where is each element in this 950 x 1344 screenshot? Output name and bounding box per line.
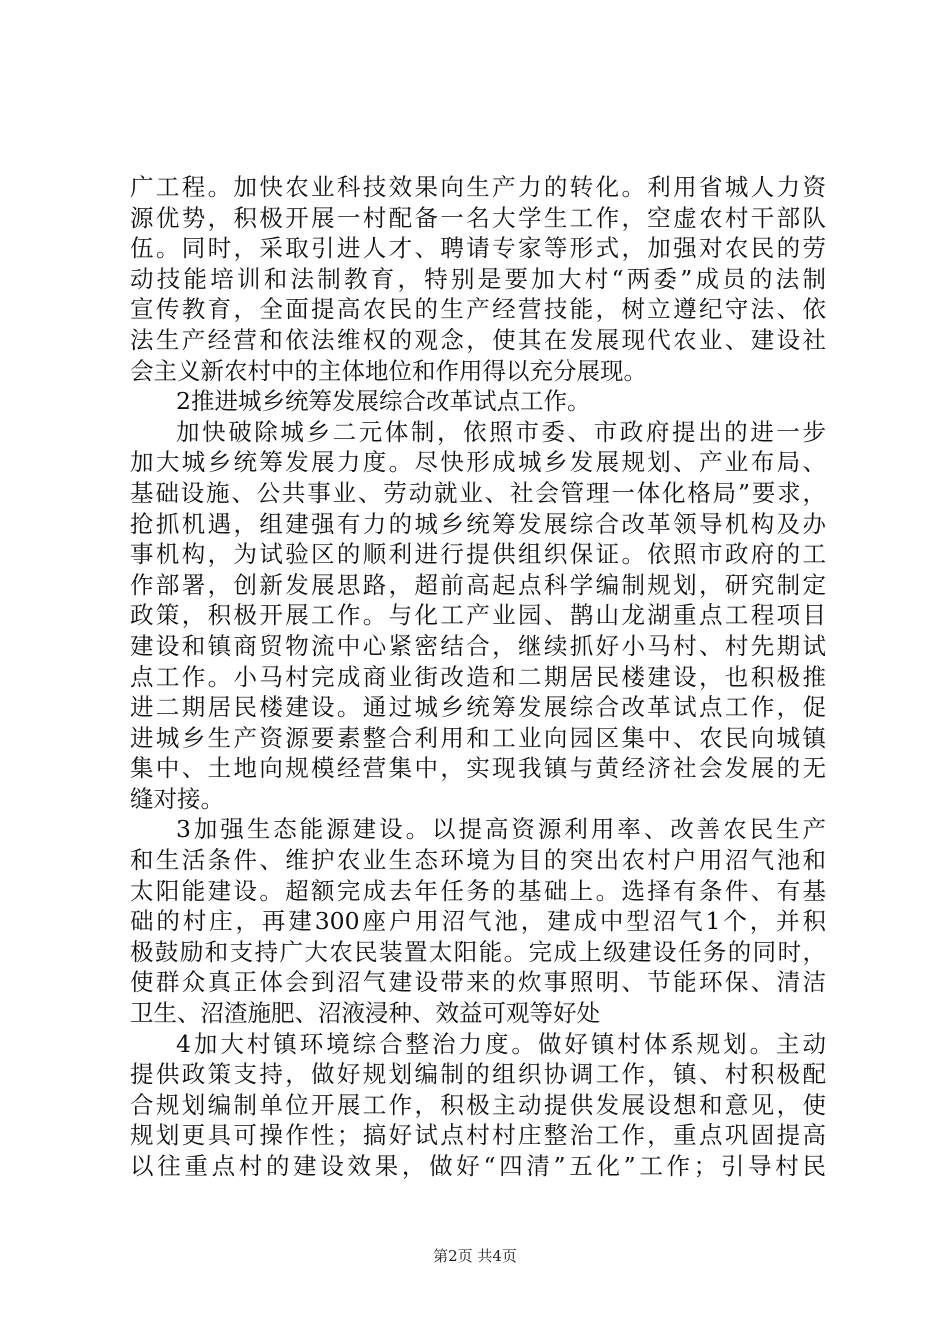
text-line: 加快破除城乡二元体制，依照市委、市政府提出的进一步 <box>176 417 826 446</box>
text-line: 础的村庄，再建300座户用沼气池，建成中型沼气1个，并积 <box>130 907 826 936</box>
text-line: 伍。同时，采取引进人才、聘请专家等形式，加强对农民的劳 <box>130 234 826 263</box>
text-line: 政策，积极开展工作。与化工产业园、鹊山龙湖重点工程项目 <box>130 601 826 630</box>
text-line: 和生活条件、维护农业生态环境为目的突出农村户用沼气池和 <box>130 846 826 875</box>
page-number-footer: 第2页 共4页 <box>433 1247 517 1265</box>
document-body <box>130 172 826 1182</box>
text-line: 建设和镇商贸物流中心紧密结合，继续抓好小马村、村先期试 <box>130 631 826 660</box>
text-line: 事机构，为试验区的顺利进行提供组织保证。依照市政府的工 <box>130 540 826 569</box>
text-line: 提供政策支持，做好规划编制的组织协调工作，镇、村积极配 <box>130 1060 826 1089</box>
text-line: 缝对接。 <box>130 784 224 813</box>
text-line: 太阳能建设。超额完成去年任务的基础上。选择有条件、有基 <box>130 876 826 905</box>
text-line: 广工程。加快农业科技效果向生产力的转化。利用省城人力资 <box>130 173 826 201</box>
text-line: 基础设施、公共事业、劳动就业、社会管理一体化格局”要求， <box>130 478 826 507</box>
text-line: 会主义新农村中的主体地位和作用得以充分展现。 <box>130 356 647 385</box>
text-line: 加大城乡统筹发展力度。尽快形成城乡发展规划、产业布局、 <box>130 448 826 477</box>
text-line: 法生产经营和依法维权的观念，使其在发展现代农业、建设社 <box>130 325 826 354</box>
text-line: 源优势，积极开展一村配备一名大学生工作，空虚农村干部队 <box>130 203 826 232</box>
text-line: 抢抓机遇，组建强有力的城乡统筹发展综合改革领导机构及办 <box>130 509 826 538</box>
section-heading: 2推进城乡统筹发展综合改革试点工作。 <box>176 387 591 416</box>
text-line: 4加大村镇环境综合整治力度。做好镇村体系规划。主动 <box>176 1029 826 1058</box>
text-line: 规划更具可操作性；搞好试点村村庄整治工作，重点巩固提高 <box>130 1121 826 1150</box>
text-line: 极鼓励和支持广大农民装置太阳能。完成上级建设任务的同时， <box>130 937 826 966</box>
text-line: 卫生、沼渣施肥、沼液浸种、效益可观等好处 <box>130 999 600 1028</box>
text-line: 进二期居民楼建设。通过城乡统筹发展综合改革试点工作，促 <box>130 693 826 722</box>
text-line: 合规划编制单位开展工作，积极主动提供发展设想和意见，使 <box>130 1090 826 1119</box>
text-line: 动技能培训和法制教育，特别是要加大村“两委”成员的法制 <box>130 264 826 293</box>
text-line: 作部署，创新发展思路，超前高起点科学编制规划，研究制定 <box>130 570 826 599</box>
text-line: 宣传教育，全面提高农民的生产经营技能，树立遵纪守法、依 <box>130 295 826 324</box>
text-line: 点工作。小马村完成商业街改造和二期居民楼建设，也积极推 <box>130 662 826 691</box>
text-line: 使群众真正体会到沼气建设带来的炊事照明、节能环保、清洁 <box>130 968 826 997</box>
text-line: 3加强生态能源建设。以提高资源利用率、改善农民生产 <box>176 815 826 844</box>
text-line: 集中、土地向规模经营集中，实现我镇与黄经济社会发展的无 <box>130 754 826 783</box>
text-line: 以往重点村的建设效果，做好“四清”五化”工作；引导村民 <box>130 1152 826 1180</box>
text-line: 进城乡生产资源要素整合利用和工业向园区集中、农民向城镇 <box>130 723 826 752</box>
